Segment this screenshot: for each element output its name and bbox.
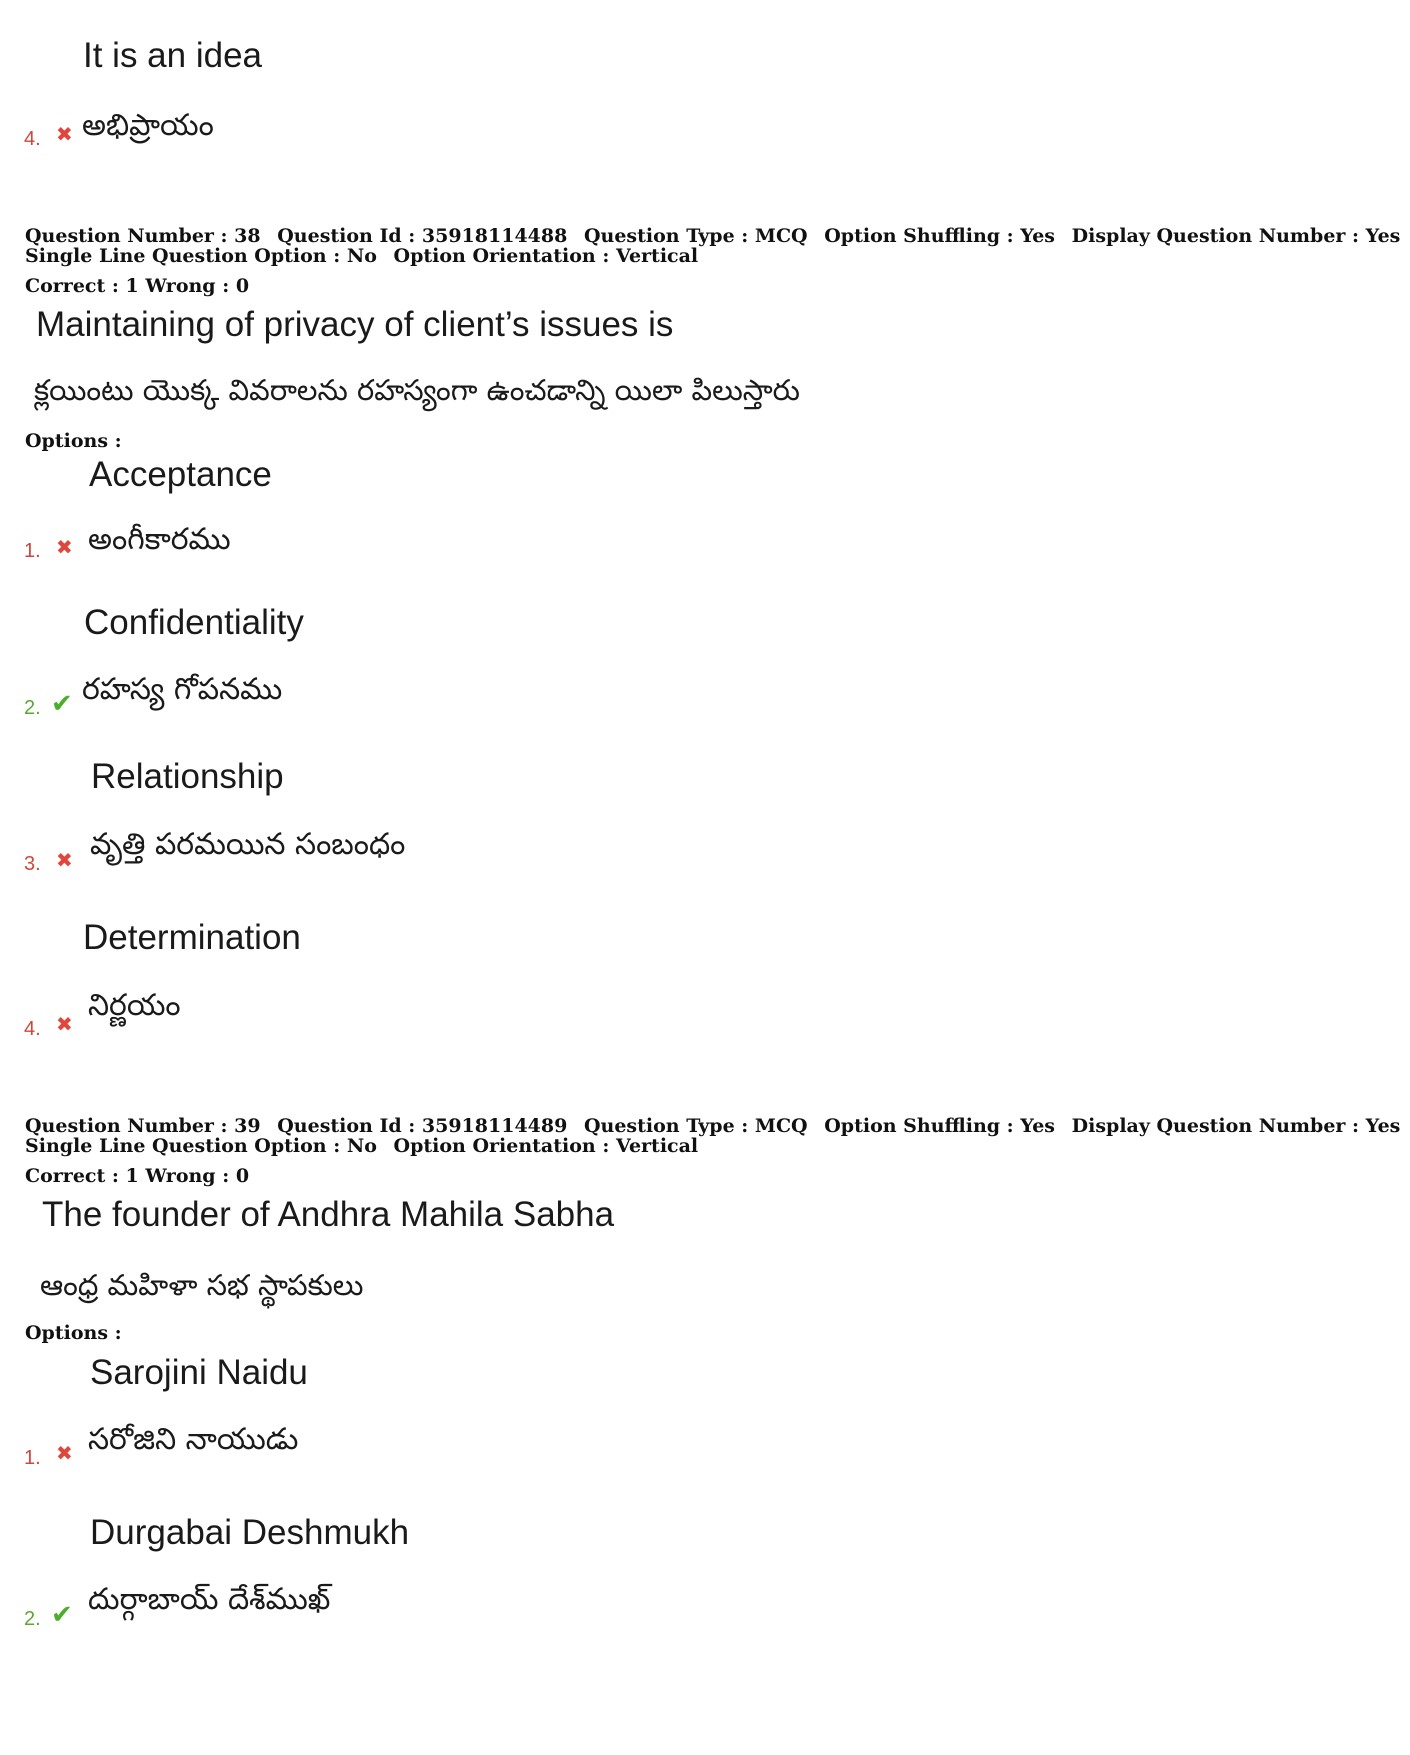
question-text-en: The founder of Andhra Mahila Sabha [42, 1195, 615, 1234]
meta-question-type: Question Type : MCQ [583, 1115, 808, 1137]
meta-option-shuffling: Option Shuffling : Yes [824, 225, 1056, 247]
question-text-en: Maintaining of privacy of client’s issues is [36, 305, 674, 344]
question-meta [25, 226, 1410, 266]
question-meta [25, 1116, 1410, 1156]
meta-question-number: Question Number : 38 [25, 225, 261, 247]
meta-question-id: Question Id : 35918114489 [277, 1115, 568, 1137]
meta-display-number: Display Question Number : Yes [1071, 225, 1401, 247]
option-number: 4. [24, 128, 41, 150]
option-number: 1. [24, 1447, 41, 1469]
wrong-mark-icon: ✖ [56, 1012, 73, 1036]
score-line: Correct : 1 Wrong : 0 [25, 275, 250, 297]
option-text-en: Sarojini Naidu [90, 1353, 308, 1392]
option-text-te: నిర్ణయం [88, 988, 181, 1023]
option-text-en: It is an idea [83, 36, 262, 75]
option-text-en: Relationship [91, 757, 284, 796]
option-text-te: రహస్య గోపనము [82, 672, 283, 707]
question-text-te: ఆంధ్ర మహిళా సభ స్థాపకులు [40, 1268, 364, 1302]
wrong-mark-icon: ✖ [56, 122, 73, 146]
wrong-mark-icon: ✖ [56, 848, 73, 872]
option-number: 2. [24, 1608, 41, 1630]
option-text-te: సరోజిని నాయుడు [88, 1422, 299, 1457]
option-text-te: అంగీకారము [88, 522, 231, 557]
option-text-en: Acceptance [89, 455, 272, 494]
wrong-mark-icon: ✖ [56, 1441, 73, 1465]
meta-question-number: Question Number : 39 [25, 1115, 261, 1137]
question-text-te: క్లయింటు యొక్క వివరాలను రహస్యంగా ఉంచడాన్ని యిలా పిలుస్తారు [34, 373, 800, 407]
option-number: 1. [24, 540, 41, 562]
options-label: Options : [25, 430, 122, 452]
option-text-en: Durgabai Deshmukh [90, 1513, 410, 1552]
meta-single-line: Single Line Question Option : No [25, 245, 377, 267]
meta-question-type: Question Type : MCQ [583, 225, 808, 247]
options-label: Options : [25, 1322, 122, 1344]
meta-orientation: Option Orientation : Vertical [393, 1135, 699, 1157]
option-text-te: అభిప్రాయం [82, 108, 214, 143]
meta-option-shuffling: Option Shuffling : Yes [824, 1115, 1056, 1137]
wrong-mark-icon: ✖ [56, 535, 73, 559]
meta-question-id: Question Id : 35918114488 [277, 225, 568, 247]
check-mark-icon: ✔ [51, 689, 73, 719]
option-number: 4. [24, 1018, 41, 1040]
option-number: 2. [24, 697, 41, 719]
check-mark-icon: ✔ [51, 1600, 73, 1630]
option-text-en: Confidentiality [84, 603, 304, 642]
option-text-te: వృత్తి పరమయిన సంబంధం [90, 827, 406, 862]
meta-display-number: Display Question Number : Yes [1071, 1115, 1401, 1137]
option-text-en: Determination [83, 918, 301, 957]
meta-orientation: Option Orientation : Vertical [393, 245, 699, 267]
meta-single-line: Single Line Question Option : No [25, 1135, 377, 1157]
score-line: Correct : 1 Wrong : 0 [25, 1165, 250, 1187]
option-text-te: దుర్గాబాయ్ దేశ్‌ముఖ్ [88, 1582, 331, 1617]
option-number: 3. [24, 853, 41, 875]
